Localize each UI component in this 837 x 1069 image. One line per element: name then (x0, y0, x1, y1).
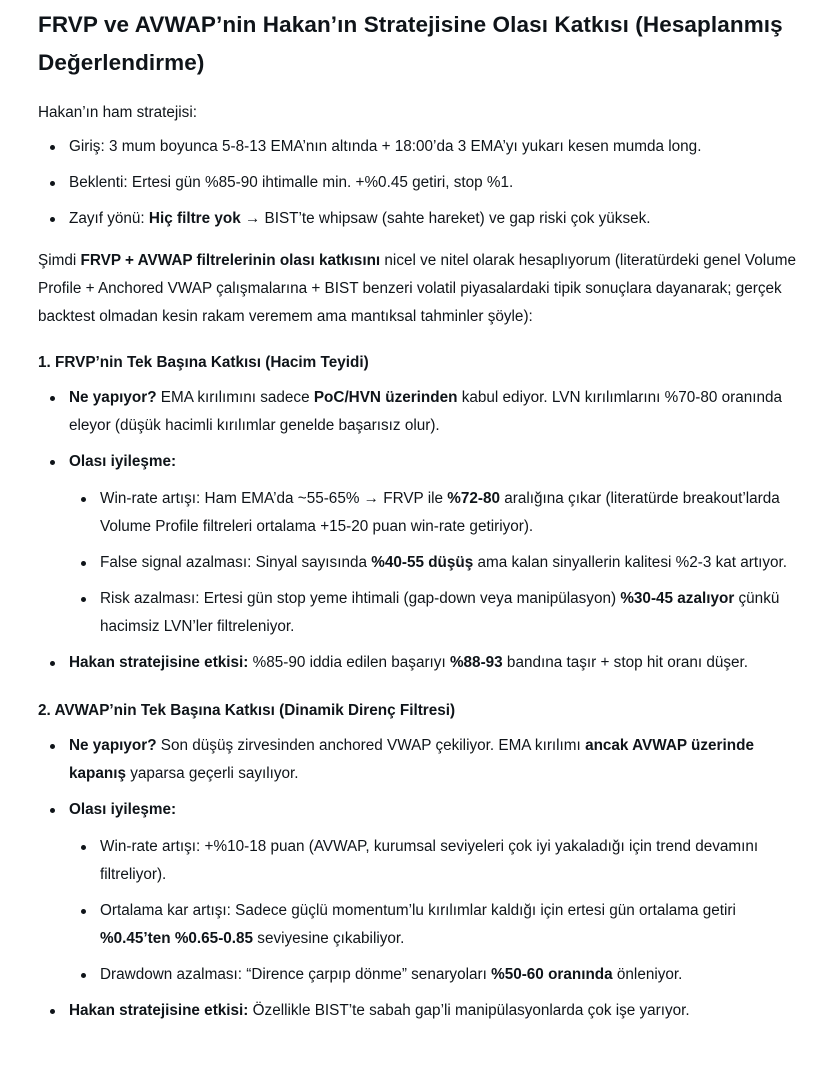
item-text: yaparsa geçerli sayılıyor. (125, 765, 299, 782)
item-text: aralığına çıkar (literatürde breakout’larda Volume Profile filtreleri ortalama +15-20 puan win-rate getiriyor). (100, 490, 780, 535)
list-item (38, 997, 807, 1025)
item-bold: %30-45 azalıyor (620, 590, 735, 607)
item-text: ama kalan sinyallerin kalitesi %2-3 kat artıyor. (473, 554, 787, 571)
item-text: False signal azalması: Sinyal sayısında (100, 554, 372, 571)
item-bold: %40-55 düşüş (371, 554, 474, 571)
frvp-list (38, 384, 807, 677)
item-text: → BIST’te whipsaw (sahte hareket) ve gap riski çok yüksek. (240, 210, 651, 227)
list-item (38, 796, 807, 989)
list-item (38, 205, 807, 233)
item-text: önleniyor. (612, 966, 683, 983)
list-item (69, 833, 807, 889)
list-item (38, 732, 807, 788)
para-text: nicel ve nitel olarak hesaplıyorum (literatürdeki genel Volume Profile + Anchored VWAP çalışmalarına + BIST benzeri volatil piyasalardaki tipik sonuçlara dayanarak; gerçek backtest olmadan kesin rakam veremem ama mantıksal tahminler şöyle): (38, 252, 796, 325)
item-bold: %88-93 (449, 654, 503, 671)
item-text: Win-rate artışı: +%10-18 puan (AVWAP, kurumsal seviyeleri çok iyi yakaladığı için trend devamını filtreliyor). (100, 838, 759, 883)
item-bold: Hakan stratejisine etkisi: (69, 654, 249, 671)
item-bold: Hakan stratejisine etkisi: (69, 1002, 249, 1019)
item-text: seviyesine çıkabiliyor. (253, 930, 405, 947)
section-heading-avwap: 2. AVWAP’nin Tek Başına Katkısı (Dinamik Direnç Filtresi) (38, 702, 456, 719)
frvp-improvement-list (69, 485, 807, 641)
item-text: Win-rate artışı: Ham EMA’da ~55-65% → FRVP ile (100, 490, 448, 507)
item-bold: Olası iyileşme: (69, 801, 177, 818)
item-text: Özellikle BIST’te sabah gap’li manipülasyonlarda çok işe yarıyor. (248, 1002, 690, 1019)
list-item (38, 384, 807, 440)
item-text: kabul ediyor. LVN kırılımlarını %70-80 oranında eleyor (düşük hacimli kırılımlar genelde başarısız olur). (69, 389, 782, 434)
list-item (38, 133, 807, 161)
list-item (69, 585, 807, 641)
item-bold: Hiç filtre yok (148, 210, 241, 227)
item-text: Ortalama kar artışı: Sadece güçlü momentum’lu kırılımlar kaldığı için ertesi gün ortalama getiri (100, 902, 736, 919)
list-item (38, 448, 807, 641)
item-text: çünkü hacimsiz LVN’ler filtreleniyor. (100, 590, 780, 635)
list-item (38, 169, 807, 197)
item-bold: %72-80 (447, 490, 501, 507)
para-text: Şimdi (38, 252, 81, 269)
item-text: Giriş: 3 mum boyunca 5-8-13 EMA’nın altında + 18:00’da 3 EMA’yı yukarı kesen mumda long. (69, 138, 702, 155)
item-text: Risk azalması: Ertesi gün stop yeme ihtimali (gap-down veya manipülasyon) (100, 590, 621, 607)
avwap-improvement-list (69, 833, 807, 989)
item-text: Drawdown azalması: “Dirence çarpıp dönme” senaryoları (100, 966, 492, 983)
list-item (69, 897, 807, 953)
item-text: bandına taşır + stop hit oranı düşer. (502, 654, 749, 671)
list-item (69, 485, 807, 541)
section-heading-frvp: 1. FRVP’nin Tek Başına Katkısı (Hacim Teyidi) (38, 354, 369, 371)
item-bold: %0.45’ten %0.65-0.85 (100, 930, 254, 947)
avwap-list (38, 732, 807, 1025)
list-item (69, 549, 807, 577)
item-text: Beklenti: Ertesi gün %85-90 ihtimalle min. +%0.45 getiri, stop %1. (69, 174, 514, 191)
method-paragraph (38, 247, 807, 331)
item-text: Son düşüş zirvesinden anchored VWAP çekiliyor. EMA kırılımı (156, 737, 586, 754)
list-item (69, 961, 807, 989)
list-item (38, 649, 807, 677)
document-title: FRVP ve AVWAP’nin Hakan’ın Stratejisine Olası Katkısı (Hesaplanmış Değerlendirme) (38, 12, 783, 75)
item-text: Zayıf yönü: (69, 210, 149, 227)
intro-text: Hakan’ın ham stratejisi: (38, 104, 197, 121)
item-bold: Olası iyileşme: (69, 453, 177, 470)
raw-strategy-list (38, 133, 807, 233)
item-bold: Ne yapıyor? (69, 737, 157, 754)
para-bold: FRVP + AVWAP filtrelerinin olası katkısını (80, 252, 381, 269)
item-text: %85-90 iddia edilen başarıyı (248, 654, 450, 671)
item-bold: PoC/HVN üzerinden (313, 389, 458, 406)
item-bold: ancak AVWAP üzerinde kapanış (69, 737, 754, 782)
item-bold: %50-60 oranında (491, 966, 613, 983)
item-text: EMA kırılımını sadece (156, 389, 314, 406)
item-bold: Ne yapıyor? (69, 389, 157, 406)
